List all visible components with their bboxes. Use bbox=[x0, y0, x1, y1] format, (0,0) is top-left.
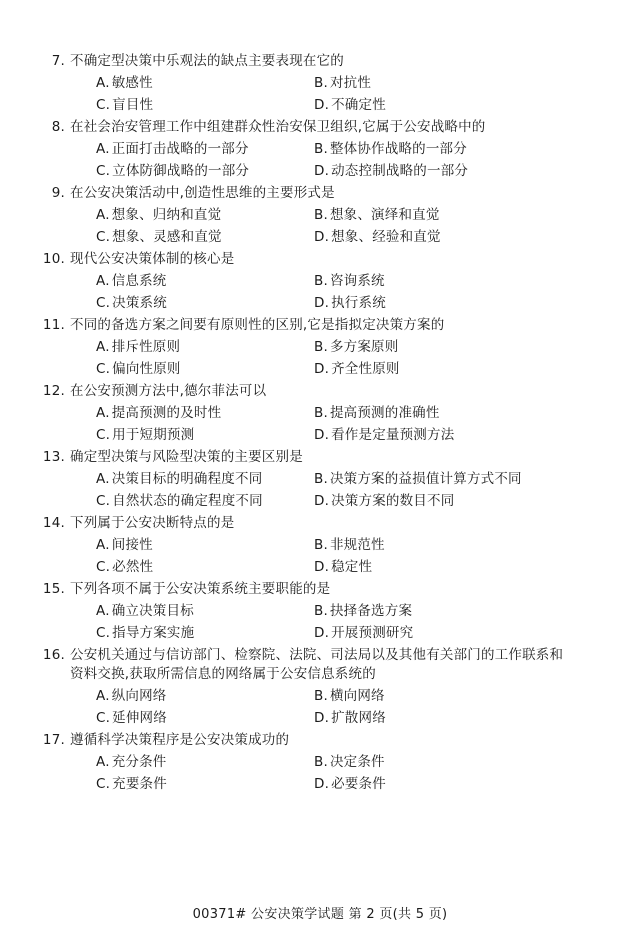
option-label: C. bbox=[96, 493, 111, 509]
option-label: D. bbox=[314, 229, 330, 245]
option-group bbox=[40, 138, 600, 182]
question-item bbox=[40, 250, 600, 314]
option-label: A. bbox=[96, 603, 110, 619]
option-group bbox=[40, 534, 600, 578]
option-choice[interactable] bbox=[40, 336, 298, 358]
option-text: 必然性 bbox=[112, 559, 154, 575]
option-row bbox=[40, 358, 600, 380]
option-row bbox=[40, 204, 600, 226]
option-label: D. bbox=[314, 163, 330, 179]
question-list bbox=[40, 52, 600, 795]
option-choice[interactable] bbox=[298, 707, 600, 729]
question-stem bbox=[40, 316, 600, 335]
question-text bbox=[70, 52, 600, 71]
question-number: 11. bbox=[42, 317, 65, 333]
option-text: 间接性 bbox=[111, 537, 153, 553]
option-text: 充分条件 bbox=[111, 754, 167, 770]
option-text: 想象、归纳和直觉 bbox=[111, 207, 222, 223]
option-choice[interactable] bbox=[40, 424, 298, 446]
option-choice[interactable] bbox=[40, 226, 298, 248]
question-number: 17. bbox=[42, 732, 65, 748]
option-label: C. bbox=[96, 163, 111, 179]
question-text-line: 下列属于公安决断特点的是 bbox=[70, 515, 235, 531]
option-choice[interactable] bbox=[40, 468, 298, 490]
option-row bbox=[40, 490, 600, 512]
question-text-line: 下列各项不属于公安决策系统主要职能的是 bbox=[70, 581, 331, 597]
question-text-line: 在公安预测方法中,德尔菲法可以 bbox=[70, 383, 267, 399]
option-text: 延伸网络 bbox=[112, 710, 167, 726]
option-row bbox=[40, 600, 600, 622]
option-text: 想象、灵感和直觉 bbox=[112, 229, 222, 245]
question-item bbox=[40, 731, 600, 795]
option-text: 动态控制战略的一部分 bbox=[331, 163, 469, 179]
option-label: A. bbox=[96, 339, 110, 355]
option-row bbox=[40, 468, 600, 490]
question-stem bbox=[40, 580, 600, 599]
option-label: B. bbox=[314, 405, 328, 421]
question-text bbox=[70, 250, 600, 269]
option-choice[interactable] bbox=[40, 402, 298, 424]
option-choice[interactable] bbox=[298, 600, 600, 622]
option-text: 咨询系统 bbox=[329, 273, 385, 289]
option-choice[interactable] bbox=[40, 751, 298, 773]
option-label: D. bbox=[314, 295, 330, 311]
option-row bbox=[40, 751, 600, 773]
option-text: 看作是定量预测方法 bbox=[331, 427, 455, 443]
option-label: C. bbox=[96, 625, 111, 641]
option-text: 提高预测的及时性 bbox=[111, 405, 222, 421]
question-text bbox=[70, 731, 600, 750]
option-label: D. bbox=[314, 776, 330, 792]
option-row bbox=[40, 773, 600, 795]
option-choice[interactable] bbox=[40, 204, 298, 226]
option-row bbox=[40, 94, 600, 116]
question-number: 10. bbox=[42, 251, 65, 267]
option-choice[interactable] bbox=[298, 402, 600, 424]
question-text bbox=[70, 118, 600, 137]
question-text bbox=[70, 382, 600, 401]
option-choice[interactable] bbox=[298, 751, 600, 773]
option-text: 不确定性 bbox=[331, 97, 386, 113]
option-group bbox=[40, 402, 600, 446]
option-label: A. bbox=[96, 471, 110, 487]
option-group bbox=[40, 685, 600, 729]
option-text: 决定条件 bbox=[329, 754, 385, 770]
question-number: 15. bbox=[42, 581, 65, 597]
option-text: 决策目标的明确程度不同 bbox=[111, 471, 263, 487]
question-item bbox=[40, 118, 600, 182]
option-text: 扩散网络 bbox=[331, 710, 386, 726]
option-text: 必要条件 bbox=[331, 776, 386, 792]
option-label: B. bbox=[314, 603, 328, 619]
option-group bbox=[40, 336, 600, 380]
option-text: 执行系统 bbox=[331, 295, 386, 311]
option-label: B. bbox=[314, 207, 328, 223]
question-text-line: 资料交换,获取所需信息的网络属于公安信息系统的 bbox=[70, 666, 376, 682]
option-text: 对抗性 bbox=[329, 75, 372, 91]
option-text: 排斥性原则 bbox=[111, 339, 181, 355]
option-choice[interactable] bbox=[40, 534, 298, 556]
option-label: B. bbox=[314, 141, 328, 157]
question-stem bbox=[40, 382, 600, 401]
option-text: 确立决策目标 bbox=[111, 603, 194, 619]
option-label: B. bbox=[314, 471, 328, 487]
option-label: D. bbox=[314, 97, 330, 113]
option-text: 纵向网络 bbox=[111, 688, 167, 704]
question-text-line: 遵循科学决策程序是公安决策成功的 bbox=[70, 732, 290, 748]
option-group bbox=[40, 468, 600, 512]
option-group bbox=[40, 270, 600, 314]
option-choice[interactable] bbox=[298, 468, 600, 490]
option-label: C. bbox=[96, 295, 111, 311]
option-choice[interactable] bbox=[40, 72, 298, 94]
option-group bbox=[40, 72, 600, 116]
question-item bbox=[40, 514, 600, 578]
option-text: 用于短期预测 bbox=[112, 427, 195, 443]
option-choice[interactable] bbox=[40, 773, 298, 795]
option-text: 充要条件 bbox=[112, 776, 167, 792]
option-text: 多方案原则 bbox=[329, 339, 399, 355]
question-text bbox=[70, 184, 600, 203]
option-text: 齐全性原则 bbox=[331, 361, 400, 377]
option-group bbox=[40, 751, 600, 795]
option-choice[interactable] bbox=[298, 204, 600, 226]
question-text bbox=[70, 646, 600, 684]
question-number: 14. bbox=[42, 515, 65, 531]
option-text: 想象、演绎和直觉 bbox=[329, 207, 440, 223]
option-choice[interactable] bbox=[298, 358, 600, 380]
option-label: A. bbox=[96, 537, 110, 553]
option-choice[interactable] bbox=[40, 685, 298, 707]
option-choice[interactable] bbox=[40, 490, 298, 512]
question-stem bbox=[40, 52, 600, 71]
option-row bbox=[40, 336, 600, 358]
option-label: D. bbox=[314, 361, 330, 377]
option-text: 横向网络 bbox=[329, 688, 385, 704]
question-stem bbox=[40, 184, 600, 203]
option-label: D. bbox=[314, 559, 330, 575]
option-row bbox=[40, 685, 600, 707]
question-number: 13. bbox=[42, 449, 65, 465]
option-row bbox=[40, 292, 600, 314]
question-text-line: 现代公安决策体制的核心是 bbox=[70, 251, 235, 267]
option-text: 自然状态的确定程度不同 bbox=[112, 493, 263, 509]
option-choice[interactable] bbox=[298, 138, 600, 160]
option-choice[interactable] bbox=[40, 622, 298, 644]
question-item bbox=[40, 382, 600, 446]
question-number: 16. bbox=[42, 647, 65, 663]
option-row bbox=[40, 402, 600, 424]
question-number: 8. bbox=[51, 119, 65, 135]
option-label: B. bbox=[314, 75, 328, 91]
question-number: 12. bbox=[42, 383, 65, 399]
option-label: C. bbox=[96, 229, 111, 245]
question-item bbox=[40, 184, 600, 248]
option-label: D. bbox=[314, 427, 330, 443]
option-choice[interactable] bbox=[298, 685, 600, 707]
option-row bbox=[40, 270, 600, 292]
question-stem bbox=[40, 448, 600, 467]
option-label: A. bbox=[96, 207, 110, 223]
option-label: B. bbox=[314, 273, 328, 289]
question-text-line: 在公安决策活动中,创造性思维的主要形式是 bbox=[70, 185, 335, 201]
option-label: D. bbox=[314, 625, 330, 641]
option-label: D. bbox=[314, 493, 330, 509]
option-text: 敏感性 bbox=[111, 75, 153, 91]
option-text: 抉择备选方案 bbox=[329, 603, 413, 619]
option-row bbox=[40, 534, 600, 556]
option-text: 开展预测研究 bbox=[331, 625, 414, 641]
option-choice[interactable] bbox=[298, 336, 600, 358]
option-row bbox=[40, 160, 600, 182]
question-text bbox=[70, 580, 600, 599]
option-text: 非规范性 bbox=[329, 537, 385, 553]
option-text: 盲目性 bbox=[112, 97, 154, 113]
option-label: C. bbox=[96, 97, 111, 113]
option-choice[interactable] bbox=[298, 160, 600, 182]
question-stem bbox=[40, 514, 600, 533]
option-choice[interactable] bbox=[298, 773, 600, 795]
option-row bbox=[40, 72, 600, 94]
option-label: B. bbox=[314, 688, 328, 704]
option-choice[interactable] bbox=[40, 94, 298, 116]
option-choice[interactable] bbox=[40, 292, 298, 314]
question-item bbox=[40, 646, 600, 729]
option-label: B. bbox=[314, 754, 328, 770]
option-row bbox=[40, 556, 600, 578]
option-group bbox=[40, 204, 600, 248]
option-label: C. bbox=[96, 710, 111, 726]
option-choice[interactable] bbox=[40, 707, 298, 729]
question-text-line: 不同的备选方案之间要有原则性的区别,它是指拟定决策方案的 bbox=[70, 317, 445, 333]
option-label: A. bbox=[96, 75, 110, 91]
question-text bbox=[70, 316, 600, 335]
question-text-line: 公安机关通过与信访部门、检察院、法院、司法局以及其他有关部门的工作联系和 bbox=[70, 647, 564, 663]
question-stem bbox=[40, 646, 600, 684]
option-text: 偏向性原则 bbox=[112, 361, 181, 377]
option-label: D. bbox=[314, 710, 330, 726]
option-row bbox=[40, 622, 600, 644]
option-choice[interactable] bbox=[298, 270, 600, 292]
question-number: 7. bbox=[51, 53, 65, 69]
option-row bbox=[40, 707, 600, 729]
option-label: A. bbox=[96, 405, 110, 421]
option-text: 信息系统 bbox=[111, 273, 167, 289]
question-stem bbox=[40, 250, 600, 269]
option-choice[interactable] bbox=[40, 358, 298, 380]
option-label: C. bbox=[96, 427, 111, 443]
question-stem bbox=[40, 731, 600, 750]
option-label: B. bbox=[314, 537, 328, 553]
option-text: 稳定性 bbox=[331, 559, 373, 575]
option-row bbox=[40, 226, 600, 248]
option-choice[interactable] bbox=[298, 556, 600, 578]
option-row bbox=[40, 424, 600, 446]
option-text: 决策系统 bbox=[112, 295, 167, 311]
question-text-line: 不确定型决策中乐观法的缺点主要表现在它的 bbox=[70, 53, 344, 69]
option-text: 指导方案实施 bbox=[112, 625, 195, 641]
option-choice[interactable] bbox=[298, 490, 600, 512]
question-item bbox=[40, 448, 600, 512]
option-choice[interactable] bbox=[40, 270, 298, 292]
option-text: 提高预测的准确性 bbox=[329, 405, 440, 421]
option-choice[interactable] bbox=[298, 226, 600, 248]
question-item bbox=[40, 52, 600, 116]
question-text-line: 在社会治安管理工作中组建群众性治安保卫组织,它属于公安战略中的 bbox=[70, 119, 486, 135]
option-choice[interactable] bbox=[298, 94, 600, 116]
option-group bbox=[40, 600, 600, 644]
option-choice[interactable] bbox=[40, 556, 298, 578]
option-choice[interactable] bbox=[298, 292, 600, 314]
option-text: 整体协作战略的一部分 bbox=[329, 141, 467, 157]
question-item bbox=[40, 316, 600, 380]
option-choice[interactable] bbox=[40, 600, 298, 622]
option-text: 想象、经验和直觉 bbox=[331, 229, 441, 245]
option-choice[interactable] bbox=[298, 72, 600, 94]
option-label: C. bbox=[96, 776, 111, 792]
page-footer: 00371# 公安决策学试题 第 2 页(共 5 页) bbox=[192, 907, 448, 922]
option-text: 正面打击战略的一部分 bbox=[111, 141, 249, 157]
option-choice[interactable] bbox=[40, 138, 298, 160]
question-stem bbox=[40, 118, 600, 137]
question-text-line: 确定型决策与风险型决策的主要区别是 bbox=[70, 449, 303, 465]
option-label: A. bbox=[96, 754, 110, 770]
option-text: 立体防御战略的一部分 bbox=[112, 163, 250, 179]
option-text: 决策方案的益损值计算方式不同 bbox=[329, 471, 522, 487]
option-label: C. bbox=[96, 559, 111, 575]
option-label: A. bbox=[96, 688, 110, 704]
option-text: 决策方案的数目不同 bbox=[331, 493, 455, 509]
option-label: A. bbox=[96, 273, 110, 289]
option-choice[interactable] bbox=[298, 622, 600, 644]
option-choice[interactable] bbox=[298, 424, 600, 446]
question-text bbox=[70, 448, 600, 467]
option-label: B. bbox=[314, 339, 328, 355]
question-item bbox=[40, 580, 600, 644]
question-text bbox=[70, 514, 600, 533]
option-choice[interactable] bbox=[298, 534, 600, 556]
option-row bbox=[40, 138, 600, 160]
option-label: A. bbox=[96, 141, 110, 157]
option-choice[interactable] bbox=[40, 160, 298, 182]
question-number: 9. bbox=[51, 185, 65, 201]
option-label: C. bbox=[96, 361, 111, 377]
